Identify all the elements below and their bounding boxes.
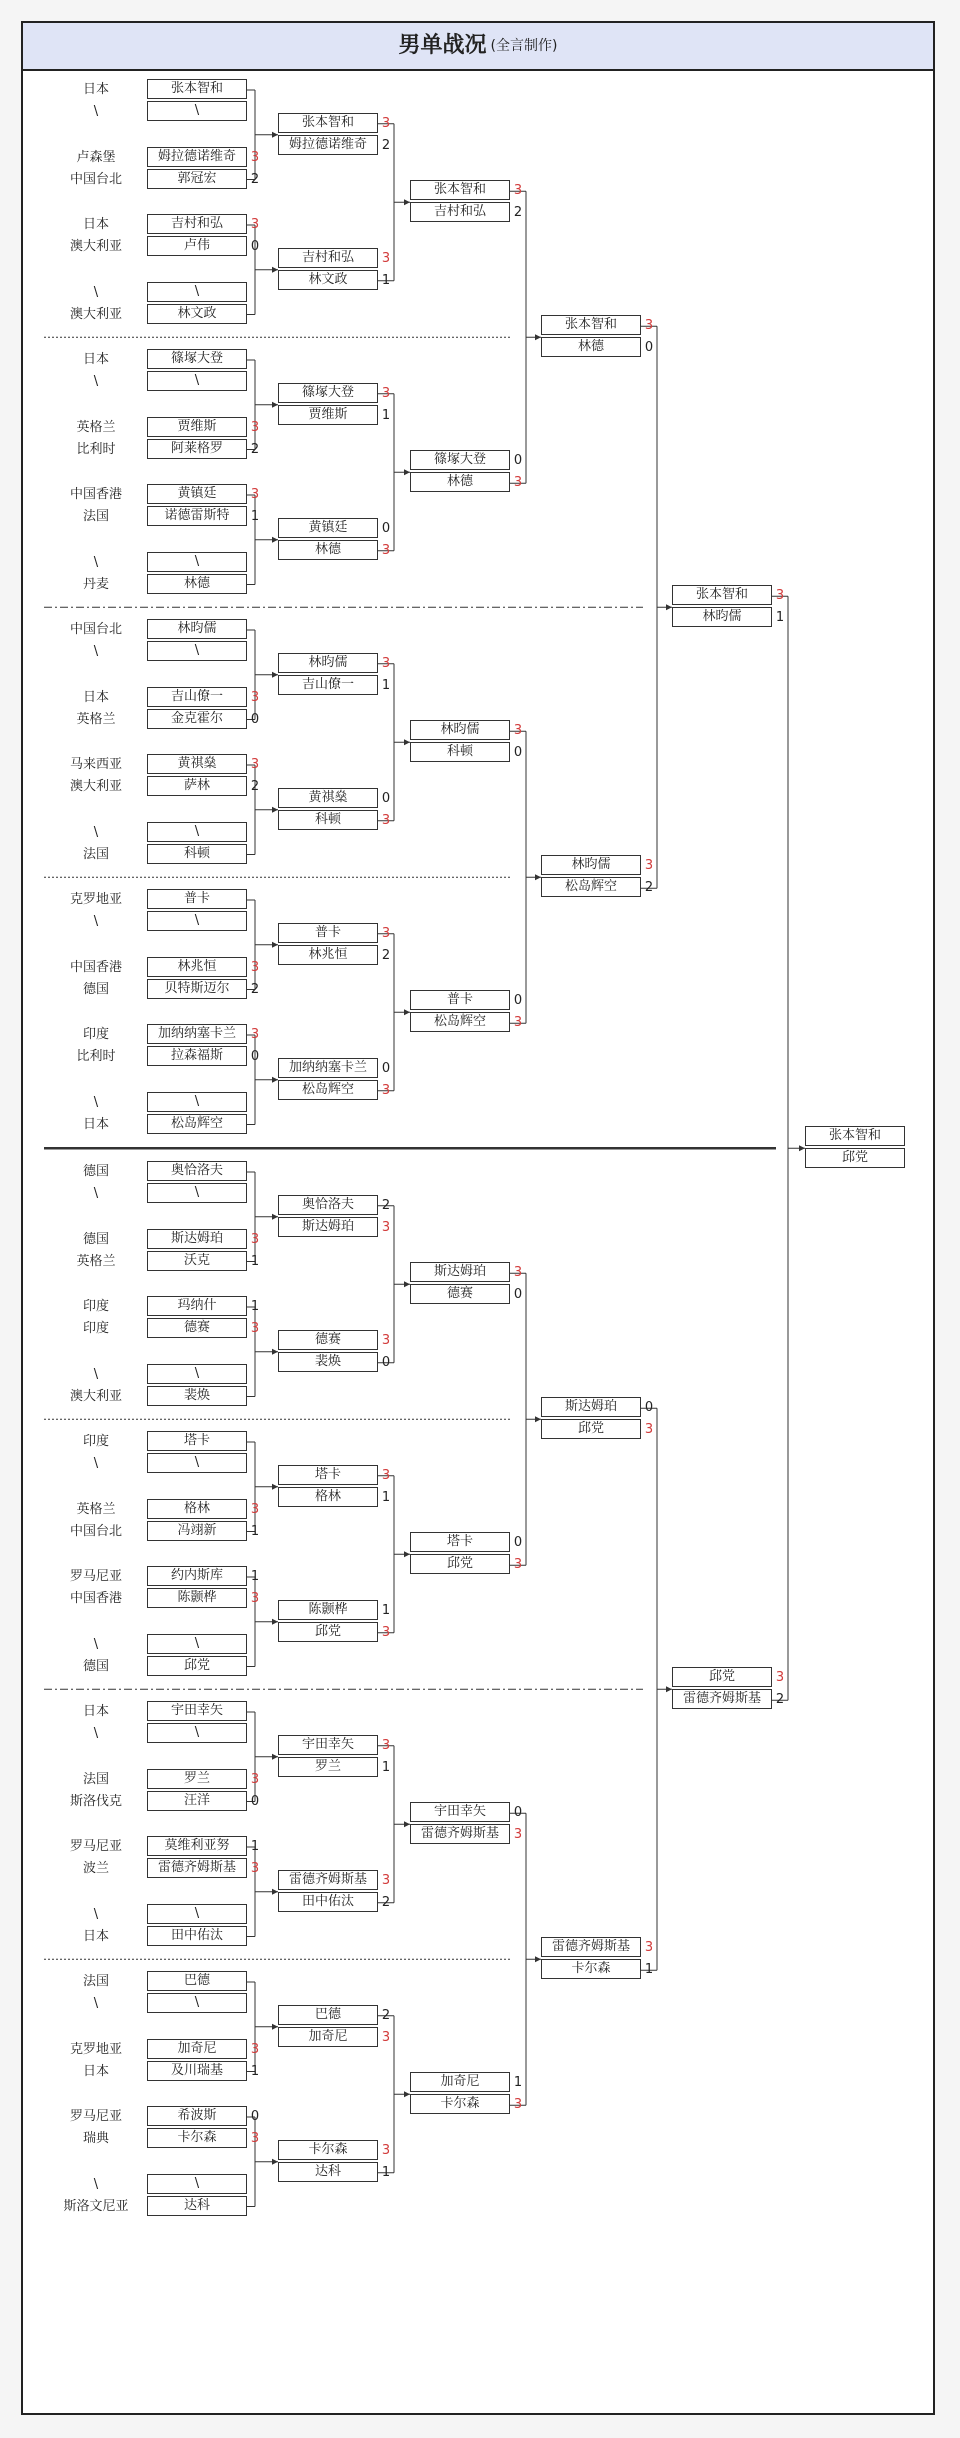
r4-match-0-score-a: 3 [644,318,654,334]
r1-match-3-country-b: 澳大利亚 [69,306,122,322]
r3-match-3-score-b: 3 [513,1015,523,1031]
r2-match-1-player-a: 吉村和弘 [278,248,378,268]
r1-match-27-country-b: 日本 [82,1928,109,1944]
r1-match-21-score-a: 3 [250,1501,260,1517]
r2-match-11-player-b: 邱党 [278,1622,378,1642]
r4-match-3-player-b: 卡尔森 [541,1959,641,1979]
r1-match-14-country-b: 比利时 [76,1049,116,1064]
r2-match-3-score-a: 0 [381,520,391,536]
r1-match-28-player-a: 巴德 [147,1971,247,1991]
r3-match-2-player-a: 林昀儒 [410,720,510,740]
r1-match-5-score-b: 2 [250,441,260,457]
r1-match-21-country-b: 中国台北 [69,1523,122,1539]
r1-match-1-score-a: 3 [250,149,260,165]
r2-match-11-player-a: 陈颢桦 [278,1600,378,1620]
r2-match-12-player-a: 宇田幸矢 [278,1735,378,1755]
r2-match-1-score-b: 1 [381,272,391,288]
r1-match-6-country-b: 法国 [82,509,109,524]
r1-match-17-country-b: 英格兰 [76,1253,116,1269]
r3-match-6-player-b: 雷德齐姆斯基 [410,1824,510,1844]
r1-match-9-country-b: 英格兰 [76,711,116,727]
r2-match-8-player-b: 斯达姆珀 [278,1217,378,1237]
r2-match-0-player-a: 张本智和 [278,113,378,133]
r2-match-12-score-a: 3 [381,1737,391,1753]
r3-match-4-player-a: 斯达姆珀 [410,1262,510,1282]
r1-match-30-player-a: 希波斯 [147,2106,247,2126]
r1-match-6-player-b: 诺德雷斯特 [147,506,247,526]
r5-match-1-score-b: 2 [775,1692,785,1708]
r3-match-5-player-a: 塔卡 [410,1532,510,1552]
r2-match-4-score-b: 1 [381,677,391,693]
r1-match-12-player-b: \ [147,911,247,931]
r2-match-9-player-b: 裴焕 [278,1352,378,1372]
r1-match-1-country-b: 中国台北 [69,171,122,187]
r1-match-8-player-a: 林昀儒 [147,619,247,639]
r1-match-22-player-a: 约内斯库 [147,1566,247,1586]
r1-match-23-player-b: 邱党 [147,1656,247,1676]
r2-match-1-score-a: 3 [381,250,391,266]
r4-match-0-score-b: 0 [644,340,654,356]
r2-match-13-player-b: 田中佑汰 [278,1892,378,1912]
r1-match-25-score-b: 0 [250,1793,260,1809]
r3-match-4-player-b: 德赛 [410,1284,510,1304]
r3-match-7-score-b: 3 [513,2097,523,2113]
r1-match-22-country-b: 中国香港 [69,1591,122,1606]
r3-match-7-score-a: 1 [513,2075,523,2091]
r1-match-7-country-a: \ [93,554,99,570]
r1-match-6-score-b: 1 [250,509,260,524]
r2-match-3-score-b: 3 [381,542,391,558]
r1-match-14-country-a: 印度 [82,1027,109,1042]
r3-match-2-score-b: 0 [513,745,523,761]
r1-match-4-country-b: \ [93,374,99,389]
r1-match-29-player-b: 及川瑞基 [147,2061,247,2081]
r3-match-7-player-b: 卡尔森 [410,2094,510,2114]
r1-match-0-player-b: \ [147,101,247,121]
final-player-a: 张本智和 [805,1126,905,1146]
r2-match-8-score-a: 2 [381,1197,391,1213]
r1-match-9-score-a: 3 [250,689,260,705]
r1-match-27-player-a: \ [147,1904,247,1924]
r2-match-3-player-b: 林德 [278,540,378,560]
r1-match-24-player-b: \ [147,1723,247,1743]
r1-match-23-country-a: \ [93,1636,99,1652]
r1-match-6-player-a: 黄镇廷 [147,484,247,504]
r1-match-16-player-b: \ [147,1183,247,1203]
r1-match-24-country-a: 日本 [82,1704,109,1719]
r1-match-9-player-a: 吉山僚一 [147,687,247,707]
r1-match-2-player-b: 卢伟 [147,236,247,256]
r3-match-7-player-a: 加奇尼 [410,2072,510,2092]
r1-match-18-score-a: 1 [250,1299,260,1314]
r3-match-6-score-a: 0 [513,1805,523,1821]
r5-match-1-player-b: 雷德齐姆斯基 [672,1689,772,1709]
r1-match-8-country-b: \ [93,644,99,659]
r2-match-5-score-a: 0 [381,790,391,806]
r1-match-18-country-a: 印度 [82,1299,109,1314]
r1-match-26-country-b: 波兰 [82,1861,109,1876]
r2-match-15-player-a: 卡尔森 [278,2140,378,2160]
r1-match-19-player-b: 裴焕 [147,1386,247,1406]
r1-match-30-country-a: 罗马尼亚 [69,2109,122,2124]
r1-match-13-player-b: 贝特斯迈尔 [147,979,247,999]
r2-match-12-score-b: 1 [381,1759,391,1775]
r1-match-4-player-a: 篠塚大登 [147,349,247,369]
r1-match-17-player-a: 斯达姆珀 [147,1229,247,1249]
r1-match-25-player-b: 汪洋 [147,1791,247,1811]
r1-match-11-player-a: \ [147,822,247,842]
r1-match-18-player-a: 玛纳什 [147,1296,247,1316]
r1-match-20-country-b: \ [93,1456,99,1471]
r1-match-25-country-a: 法国 [82,1771,109,1787]
r1-match-12-player-a: 普卡 [147,889,247,909]
r1-match-30-player-b: 卡尔森 [147,2128,247,2148]
r3-match-0-player-b: 吉村和弘 [410,202,510,222]
r2-match-6-score-b: 2 [381,947,391,963]
r5-match-0-player-b: 林昀儒 [672,607,772,627]
r1-match-13-country-a: 中国香港 [69,959,122,975]
r1-match-18-score-b: 3 [250,1321,260,1336]
r1-match-21-score-b: 1 [250,1523,260,1539]
r1-match-26-player-a: 莫维利亚努 [147,1836,247,1856]
r2-match-11-score-a: 1 [381,1602,391,1618]
r2-match-8-player-a: 奥恰洛夫 [278,1195,378,1215]
r2-match-13-score-a: 3 [381,1872,391,1888]
r4-match-2-player-b: 邱党 [541,1419,641,1439]
r1-match-20-country-a: 印度 [82,1434,109,1449]
r1-match-0-player-a: 张本智和 [147,79,247,99]
r1-match-9-player-b: 金克霍尔 [147,709,247,729]
r1-match-10-player-b: 萨林 [147,776,247,796]
r1-match-20-player-b: \ [147,1453,247,1473]
r1-match-3-country-a: \ [93,284,99,300]
r1-match-25-player-a: 罗兰 [147,1769,247,1789]
r1-match-31-player-b: 达科 [147,2196,247,2216]
r2-match-2-score-b: 1 [381,407,391,423]
r5-match-0-score-b: 1 [775,610,785,626]
r1-match-10-player-a: 黄祺燊 [147,754,247,774]
r4-match-1-score-a: 3 [644,858,654,874]
r2-match-13-player-a: 雷德齐姆斯基 [278,1870,378,1890]
r3-match-6-player-a: 宇田幸矢 [410,1802,510,1822]
r1-match-16-country-a: 德国 [82,1164,109,1179]
r1-match-19-player-a: \ [147,1364,247,1384]
r2-match-8-score-b: 3 [381,1219,391,1235]
r1-match-28-country-b: \ [93,1996,99,2011]
r1-match-29-score-b: 1 [250,2063,260,2079]
r1-match-12-country-a: 克罗地亚 [69,892,122,907]
r3-match-4-score-b: 0 [513,1287,523,1303]
r1-match-19-country-b: 澳大利亚 [69,1388,122,1404]
r2-match-14-score-b: 3 [381,2029,391,2045]
r2-match-1-player-b: 林文政 [278,270,378,290]
r2-match-5-score-b: 3 [381,812,391,828]
r2-match-2-score-a: 3 [381,385,391,401]
r1-match-11-player-b: 科顿 [147,844,247,864]
r1-match-22-score-b: 3 [250,1591,260,1606]
r1-match-22-player-b: 陈颢桦 [147,1588,247,1608]
r1-match-7-country-b: 丹麦 [82,576,109,592]
r2-match-9-score-b: 0 [381,1354,391,1370]
r1-match-1-player-a: 姆拉德诺维奇 [147,147,247,167]
r1-match-2-country-a: 日本 [82,217,109,232]
r1-match-31-country-b: 斯洛文尼亚 [63,2198,129,2214]
r1-match-14-score-b: 0 [250,1049,260,1064]
r1-match-13-country-b: 德国 [82,981,109,997]
r1-match-5-country-a: 英格兰 [76,419,116,435]
r1-match-17-country-a: 德国 [82,1231,109,1247]
r1-match-8-player-b: \ [147,641,247,661]
r1-match-30-score-b: 3 [250,2131,260,2146]
r1-match-16-player-a: 奥恰洛夫 [147,1161,247,1181]
r1-match-15-player-a: \ [147,1092,247,1112]
r3-match-4-score-a: 3 [513,1265,523,1281]
r3-match-0-score-a: 3 [513,183,523,199]
r2-match-3-player-a: 黄镇廷 [278,518,378,538]
r4-match-3-score-a: 3 [644,1940,654,1956]
r3-match-2-player-b: 科顿 [410,742,510,762]
r2-match-14-player-b: 加奇尼 [278,2027,378,2047]
r4-match-1-score-b: 2 [644,880,654,896]
r1-match-10-score-a: 3 [250,757,260,772]
r1-match-0-country-a: 日本 [82,82,109,97]
r2-match-4-score-a: 3 [381,655,391,671]
r1-match-5-player-b: 阿莱格罗 [147,439,247,459]
r1-match-8-country-a: 中国台北 [69,622,122,637]
r3-match-1-player-b: 林德 [410,472,510,492]
r1-match-3-player-b: 林文政 [147,304,247,324]
r1-match-4-player-b: \ [147,371,247,391]
r3-match-1-player-a: 篠塚大登 [410,450,510,470]
r1-match-17-score-a: 3 [250,1231,260,1247]
r1-match-22-country-a: 罗马尼亚 [69,1569,122,1584]
r2-match-9-player-a: 德赛 [278,1330,378,1350]
r3-match-1-score-a: 0 [513,453,523,469]
r2-match-0-player-b: 姆拉德诺维奇 [278,135,378,155]
r4-match-1-player-b: 松岛辉空 [541,877,641,897]
r4-match-3-player-a: 雷德齐姆斯基 [541,1937,641,1957]
r2-match-15-score-a: 3 [381,2142,391,2158]
r2-match-7-player-b: 松岛辉空 [278,1080,378,1100]
r3-match-6-score-b: 3 [513,1827,523,1843]
r2-match-14-score-a: 2 [381,2007,391,2023]
r2-match-7-player-a: 加纳纳塞卡兰 [278,1058,378,1078]
r2-match-0-score-a: 3 [381,115,391,131]
r1-match-17-player-b: 沃克 [147,1251,247,1271]
r1-match-29-score-a: 3 [250,2041,260,2057]
r3-match-3-player-a: 普卡 [410,990,510,1010]
r1-match-22-score-a: 1 [250,1569,260,1584]
r1-match-7-player-b: 林德 [147,574,247,594]
r1-match-31-player-a: \ [147,2174,247,2194]
r1-match-15-country-b: 日本 [82,1116,109,1132]
r1-match-28-country-a: 法国 [82,1974,109,1989]
r1-match-5-country-b: 比利时 [76,441,116,457]
r1-match-29-country-a: 克罗地亚 [69,2041,122,2057]
r2-match-4-player-b: 吉山僚一 [278,675,378,695]
page-subtitle: (全言制作) [490,38,558,54]
r1-match-11-country-a: \ [93,824,99,840]
r4-match-1-player-a: 林昀儒 [541,855,641,875]
r1-match-14-player-a: 加纳纳塞卡兰 [147,1024,247,1044]
r1-match-18-country-b: 印度 [82,1321,109,1336]
r1-match-12-country-b: \ [93,914,99,929]
r2-match-5-player-a: 黄祺燊 [278,788,378,808]
r1-match-9-score-b: 0 [250,711,260,727]
r2-match-4-player-a: 林昀儒 [278,653,378,673]
r1-match-16-country-b: \ [93,1186,99,1201]
r2-match-10-score-a: 3 [381,1467,391,1483]
r5-match-1-score-a: 3 [775,1670,785,1686]
r1-match-10-country-a: 马来西亚 [69,757,122,772]
r1-match-24-country-b: \ [93,1726,99,1741]
r3-match-0-player-a: 张本智和 [410,180,510,200]
r2-match-11-score-b: 3 [381,1624,391,1640]
r1-match-17-score-b: 1 [250,1253,260,1269]
r1-match-13-score-b: 2 [250,981,260,997]
r1-match-10-country-b: 澳大利亚 [69,779,122,794]
r1-match-21-country-a: 英格兰 [76,1501,116,1517]
r1-match-7-player-a: \ [147,552,247,572]
r1-match-1-score-b: 2 [250,171,260,187]
r4-match-0-player-b: 林德 [541,337,641,357]
r2-match-12-player-b: 罗兰 [278,1757,378,1777]
r5-match-1-player-a: 邱党 [672,1667,772,1687]
r4-match-3-score-b: 1 [644,1962,654,1978]
r2-match-9-score-a: 3 [381,1332,391,1348]
r3-match-5-score-b: 3 [513,1557,523,1573]
r1-match-6-score-a: 3 [250,487,260,502]
r1-match-30-score-a: 0 [250,2109,260,2124]
r1-match-29-player-a: 加奇尼 [147,2039,247,2059]
r3-match-3-player-b: 松岛辉空 [410,1012,510,1032]
r2-match-10-player-b: 格林 [278,1487,378,1507]
r5-match-0-score-a: 3 [775,588,785,604]
r1-match-10-score-b: 2 [250,779,260,794]
r1-match-19-country-a: \ [93,1366,99,1382]
r1-match-15-country-a: \ [93,1094,99,1110]
r1-match-20-player-a: 塔卡 [147,1431,247,1451]
r1-match-25-score-a: 3 [250,1771,260,1787]
r1-match-4-country-a: 日本 [82,352,109,367]
r5-match-0-player-a: 张本智和 [672,585,772,605]
r2-match-13-score-b: 2 [381,1894,391,1910]
r1-match-24-player-a: 宇田幸矢 [147,1701,247,1721]
r2-match-10-player-a: 塔卡 [278,1465,378,1485]
r2-match-5-player-b: 科顿 [278,810,378,830]
r1-match-1-player-b: 郭冠宏 [147,169,247,189]
r1-match-21-player-b: 冯翊新 [147,1521,247,1541]
r3-match-5-score-a: 0 [513,1535,523,1551]
r2-match-2-player-b: 贾维斯 [278,405,378,425]
r4-match-0-player-a: 张本智和 [541,315,641,335]
r1-match-23-country-b: 德国 [82,1658,109,1674]
r2-match-6-player-b: 林兆恒 [278,945,378,965]
r1-match-2-score-b: 0 [250,239,260,254]
r1-match-0-country-b: \ [93,104,99,119]
r1-match-6-country-a: 中国香港 [69,487,122,502]
r1-match-11-country-b: 法国 [82,846,109,862]
r1-match-26-country-a: 罗马尼亚 [69,1839,122,1854]
r1-match-29-country-b: 日本 [82,2063,109,2079]
r1-match-3-player-a: \ [147,282,247,302]
r1-match-21-player-a: 格林 [147,1499,247,1519]
r1-match-25-country-b: 斯洛伐克 [69,1793,122,1809]
r2-match-15-score-b: 1 [381,2164,391,2180]
r1-match-13-player-a: 林兆恒 [147,957,247,977]
r1-match-27-country-a: \ [93,1906,99,1922]
r4-match-2-player-a: 斯达姆珀 [541,1397,641,1417]
r1-match-14-score-a: 3 [250,1027,260,1042]
r1-match-5-player-a: 贾维斯 [147,417,247,437]
r3-match-5-player-b: 邱党 [410,1554,510,1574]
r1-match-15-player-b: 松岛辉空 [147,1114,247,1134]
r3-match-2-score-a: 3 [513,723,523,739]
r2-match-10-score-b: 1 [381,1489,391,1505]
r1-match-27-player-b: 田中佑汰 [147,1926,247,1946]
r1-match-23-player-a: \ [147,1634,247,1654]
r2-match-0-score-b: 2 [381,137,391,153]
r1-match-2-country-b: 澳大利亚 [69,239,122,254]
r1-match-26-score-b: 3 [250,1861,260,1876]
r1-match-5-score-a: 3 [250,419,260,435]
r2-match-7-score-a: 0 [381,1060,391,1076]
r1-match-18-player-b: 德赛 [147,1318,247,1338]
r1-match-26-score-a: 1 [250,1839,260,1854]
r1-match-31-country-a: \ [93,2176,99,2192]
r2-match-14-player-a: 巴德 [278,2005,378,2025]
r1-match-2-score-a: 3 [250,217,260,232]
r2-match-6-player-a: 普卡 [278,923,378,943]
r2-match-2-player-a: 篠塚大登 [278,383,378,403]
r4-match-2-score-b: 3 [644,1422,654,1438]
r1-match-2-player-a: 吉村和弘 [147,214,247,234]
r3-match-3-score-a: 0 [513,993,523,1009]
r3-match-1-score-b: 3 [513,475,523,491]
r1-match-13-score-a: 3 [250,959,260,975]
r1-match-9-country-a: 日本 [82,689,109,705]
r1-match-30-country-b: 瑞典 [82,2131,109,2146]
page-title: 男单战况 [398,33,487,58]
r4-match-2-score-a: 0 [644,1400,654,1416]
r1-match-1-country-a: 卢森堡 [76,149,116,165]
final-player-b: 邱党 [805,1148,905,1168]
r1-match-26-player-b: 雷德齐姆斯基 [147,1858,247,1878]
r1-match-14-player-b: 拉森福斯 [147,1046,247,1066]
r1-match-28-player-b: \ [147,1993,247,2013]
r2-match-6-score-a: 3 [381,925,391,941]
r2-match-15-player-b: 达科 [278,2162,378,2182]
r3-match-0-score-b: 2 [513,205,523,221]
r2-match-7-score-b: 3 [381,1082,391,1098]
